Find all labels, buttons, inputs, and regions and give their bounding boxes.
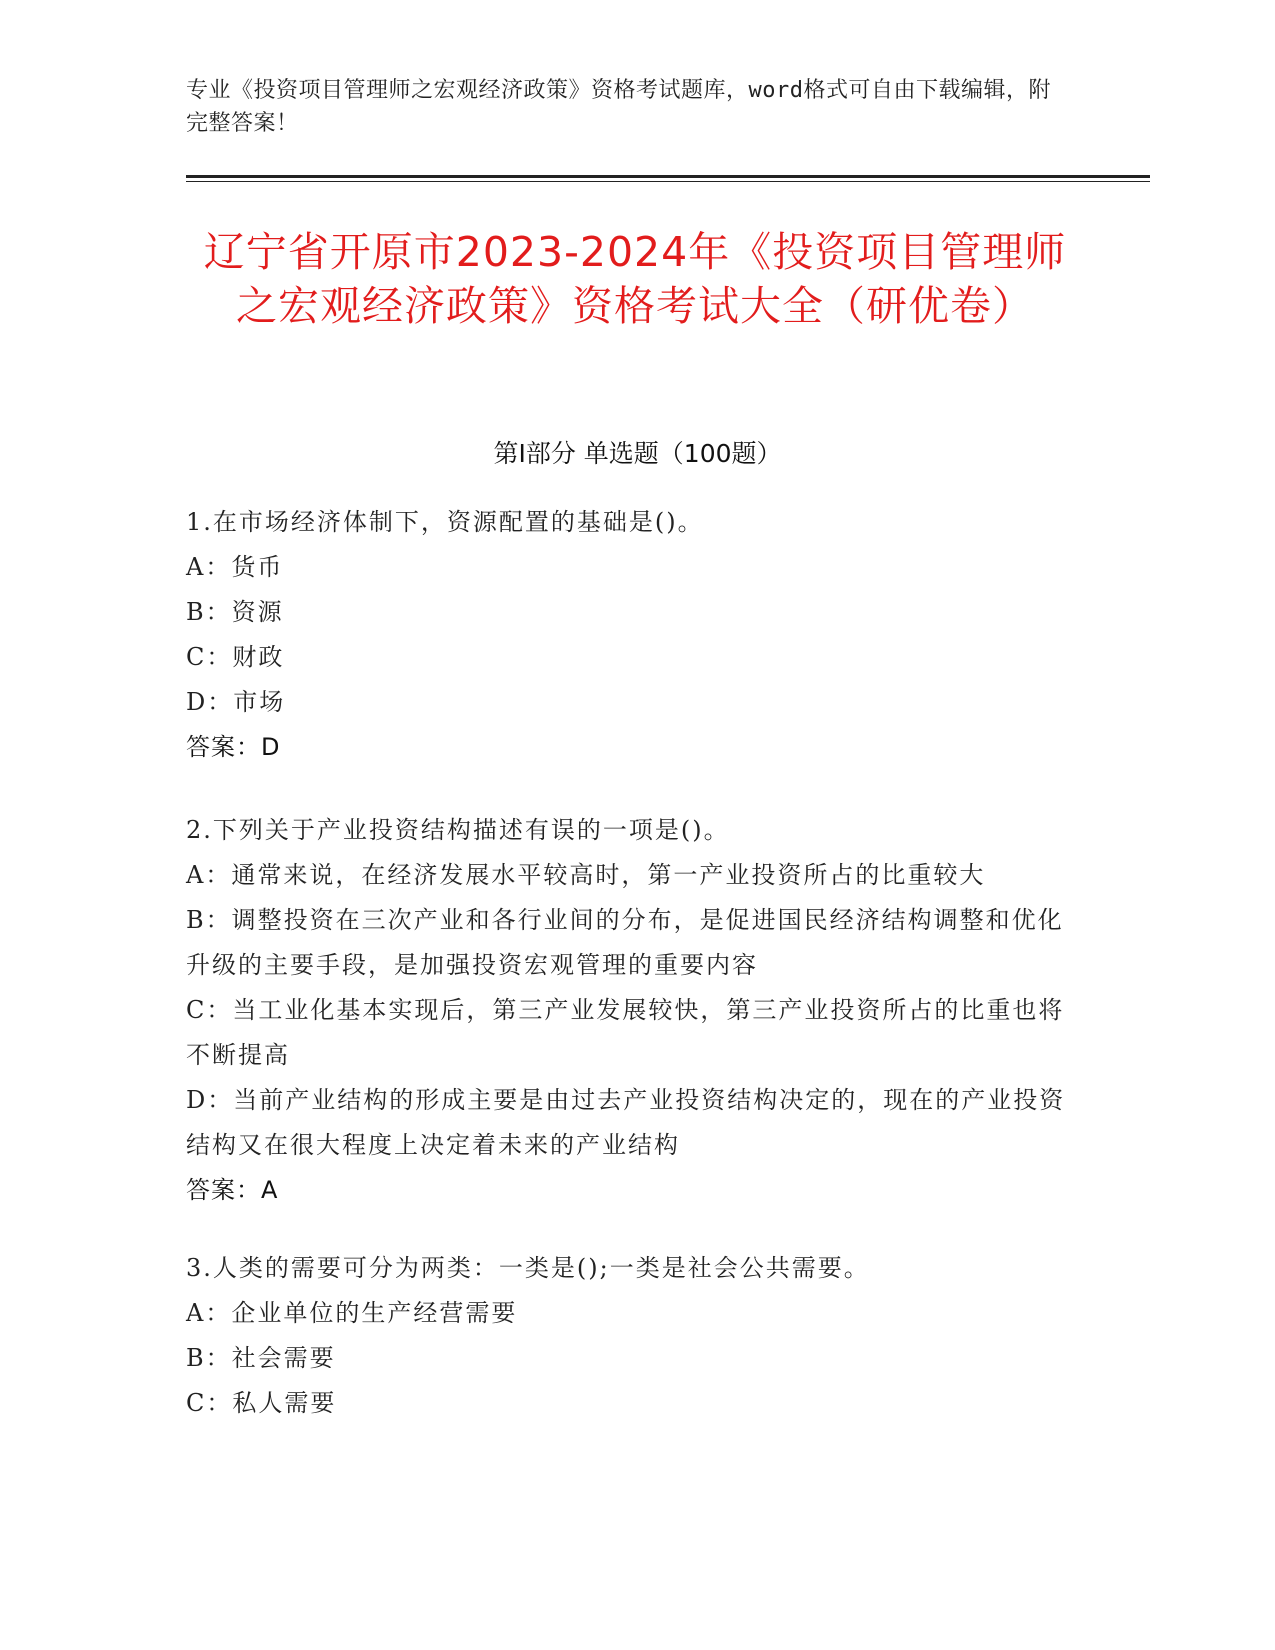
- question-stem: 3.人类的需要可分为两类：一类是();一类是社会公共需要。: [186, 1254, 870, 1282]
- question-stem: 1.在市场经济体制下，资源配置的基础是()。: [186, 508, 704, 536]
- header-rule-thin: [186, 181, 1150, 182]
- question-stem: 2.下列关于产业投资结构描述有误的一项是()。: [186, 816, 730, 844]
- question-option: C：当工业化基本实现后，第三产业发展较快，第三产业投资所占的比重也将不断提高: [186, 996, 1065, 1069]
- question-option: B：资源: [186, 598, 284, 626]
- question-option: B：调整投资在三次产业和各行业间的分布，是促进国民经济结构调整和优化升级的主要手段，是加强投资宏观管理的重要内容: [186, 906, 1064, 979]
- question-option: B：社会需要: [186, 1344, 336, 1372]
- question-option: A：货币: [186, 553, 284, 581]
- question-answer: 答案：A: [186, 1176, 279, 1204]
- question-block-1: [186, 500, 1076, 770]
- question-option: A：通常来说，在经济发展水平较高时，第一产业投资所占的比重较大: [186, 861, 986, 889]
- document-title: 辽宁省开原市2023-2024年《投资项目管理师之宏观经济政策》资格考试大全（研优卷）: [203, 228, 1067, 330]
- question-option: A：企业单位的生产经营需要: [186, 1299, 518, 1327]
- question-block-3: [186, 1246, 1076, 1426]
- question-option: D：市场: [186, 688, 286, 716]
- question-option: D：当前产业结构的形成主要是由过去产业投资结构决定的，现在的产业投资结构又在很大程度上决定着未来的产业结构: [186, 1086, 1066, 1159]
- question-answer: 答案：D: [186, 733, 281, 761]
- header-rule-thick: [186, 175, 1150, 178]
- question-option: C：财政: [186, 643, 285, 671]
- question-block-2: [186, 808, 1076, 1213]
- header-note: 专业《投资项目管理师之宏观经济政策》资格考试题库，word格式可自由下载编辑，附完整答案！: [186, 78, 1051, 136]
- question-option: C：私人需要: [186, 1389, 337, 1417]
- section-heading: 第I部分 单选题（100题）: [493, 439, 782, 468]
